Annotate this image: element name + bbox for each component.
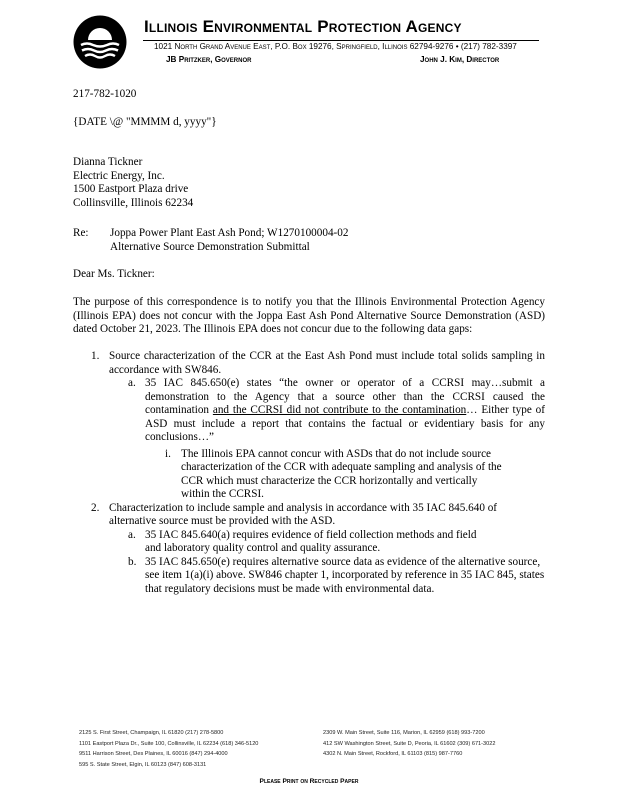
governor-name: JB Pritzker, Governor <box>166 55 252 64</box>
footer-office: 9511 Harrison Street, Des Plaines, IL 60016 (847) 294-4000 <box>79 751 228 757</box>
agency-address: 1021 North Grand Avenue East, P.O. Box 19276, Springfield, Illinois 62794-9276 • (217) 782-3397 <box>154 42 517 51</box>
sub-item-text: 35 IAC 845.650(e) requires alternative source data as evidence of the alternative source, see item 1(a)(i) above. SW846 chapter 1, incorporated by reference in 35 IAC 845, states that regulatory decisions must be made with environmental data. <box>145 555 545 595</box>
addressee-city: Collinsville, Illinois 62234 <box>73 196 194 209</box>
footer-office: 412 SW Washington Street, Suite D, Peoria, IL 61602 (309) 671-3022 <box>323 740 496 747</box>
phone-number: 217-782-1020 <box>73 88 137 100</box>
sub-item-text: 35 IAC 845.640(a) requires evidence of field collection methods and field and laboratory quality control and quality assurance. <box>145 528 477 554</box>
intro-paragraph: The purpose of this correspondence is to notify you that the Illinois Environmental Protection Agency (Illinois EPA) does not concur with the Joppa East Ash Pond Alternative Source Demonstration (ASD) dated October 21, 2023. The Illinois EPA does not concur due to the following data gaps: <box>73 296 545 335</box>
addressee-block <box>73 156 193 210</box>
salutation: Dear Ms. Tickner: <box>73 268 155 280</box>
addressee-street: 1500 Eastport Plaza drive <box>73 183 189 195</box>
sub-item <box>73 377 545 445</box>
addressee-company: Electric Energy, Inc. <box>73 169 165 182</box>
sub-item-letter: a. <box>128 377 136 389</box>
sub-item <box>73 556 545 597</box>
sub-sub-item-numeral: i. <box>165 447 171 460</box>
illinois-epa-logo <box>73 15 127 69</box>
quote-part-2: … Either type of ASD must include a report that contains the factual or evidentiary basis for any conclusions…” <box>145 404 545 443</box>
sub-item-letter: a. <box>128 528 136 541</box>
re-label: Re: <box>73 227 89 239</box>
footer-office: 2125 S. First Street, Champaign, IL 61820 (217) 278-5800 <box>79 730 224 736</box>
sub-sub-item-text: The Illinois EPA cannot concur with ASDs that do not include source characterization of the CCR with adequate sampling and analysis of the CCR which must characterize the CCR horizontally and vertically within the CCRSI. <box>181 447 502 500</box>
footer-office: 2309 W. Main Street, Suite 116, Marion, IL 62959 (618) 993-7200 <box>323 730 485 736</box>
quote-part-1: 35 IAC 845.650(e) states “the owner or operator of a CCRSI may…submit a demonstration to the Agency that a source other than the CCRSI caused the contamination <box>145 377 545 416</box>
footer-office: 1101 Eastport Plaza Dr., Suite 100, Collinsville, IL 62234 (618) 346-5120 <box>79 740 259 747</box>
footer-office: 595 S. State Street, Elgin, IL 60123 (847) 608-3131 <box>79 761 207 768</box>
re-line-1: Joppa Power Plant East Ash Pond; W1270100004-02 <box>110 227 349 239</box>
director-name: John J. Kim, Director <box>420 55 500 64</box>
agency-name: Illinois Environmental Protection Agency <box>144 17 462 36</box>
sub-item <box>73 529 545 556</box>
item-number: 1. <box>91 350 100 362</box>
data-gaps-list <box>73 350 545 596</box>
quote-underlined: and the CCRSI did not contribute to the contamination <box>212 404 467 416</box>
footer-offices-left <box>79 728 258 770</box>
letterhead-rule <box>143 40 539 41</box>
re-line-2: Alternative Source Demonstration Submittal <box>110 240 310 253</box>
recycled-paper-note: Please Print on Recycled Paper <box>259 778 359 785</box>
sub-sub-item <box>73 448 545 502</box>
sub-item-text <box>145 377 545 445</box>
list-item <box>73 350 545 377</box>
item-text: Source characterization of the CCR at the East Ash Pond must include total solids sampling in accordance with SW846. <box>109 350 545 376</box>
item-text: Characterization to include sample and analysis in accordance with 35 IAC 845.640 of alternative source must be provided with the ASD. <box>109 501 498 527</box>
item-number: 2. <box>91 501 100 514</box>
re-subject <box>110 227 348 254</box>
footer-office: 4302 N. Main Street, Rockford, IL 61103 (815) 987-7760 <box>323 751 463 757</box>
addressee-name: Dianna Tickner <box>73 156 143 168</box>
sub-item-letter: b. <box>128 555 137 568</box>
list-item <box>73 502 545 529</box>
footer-offices-right <box>323 728 495 760</box>
date-field: {DATE \@ "MMMM d, yyyy"} <box>73 116 217 128</box>
